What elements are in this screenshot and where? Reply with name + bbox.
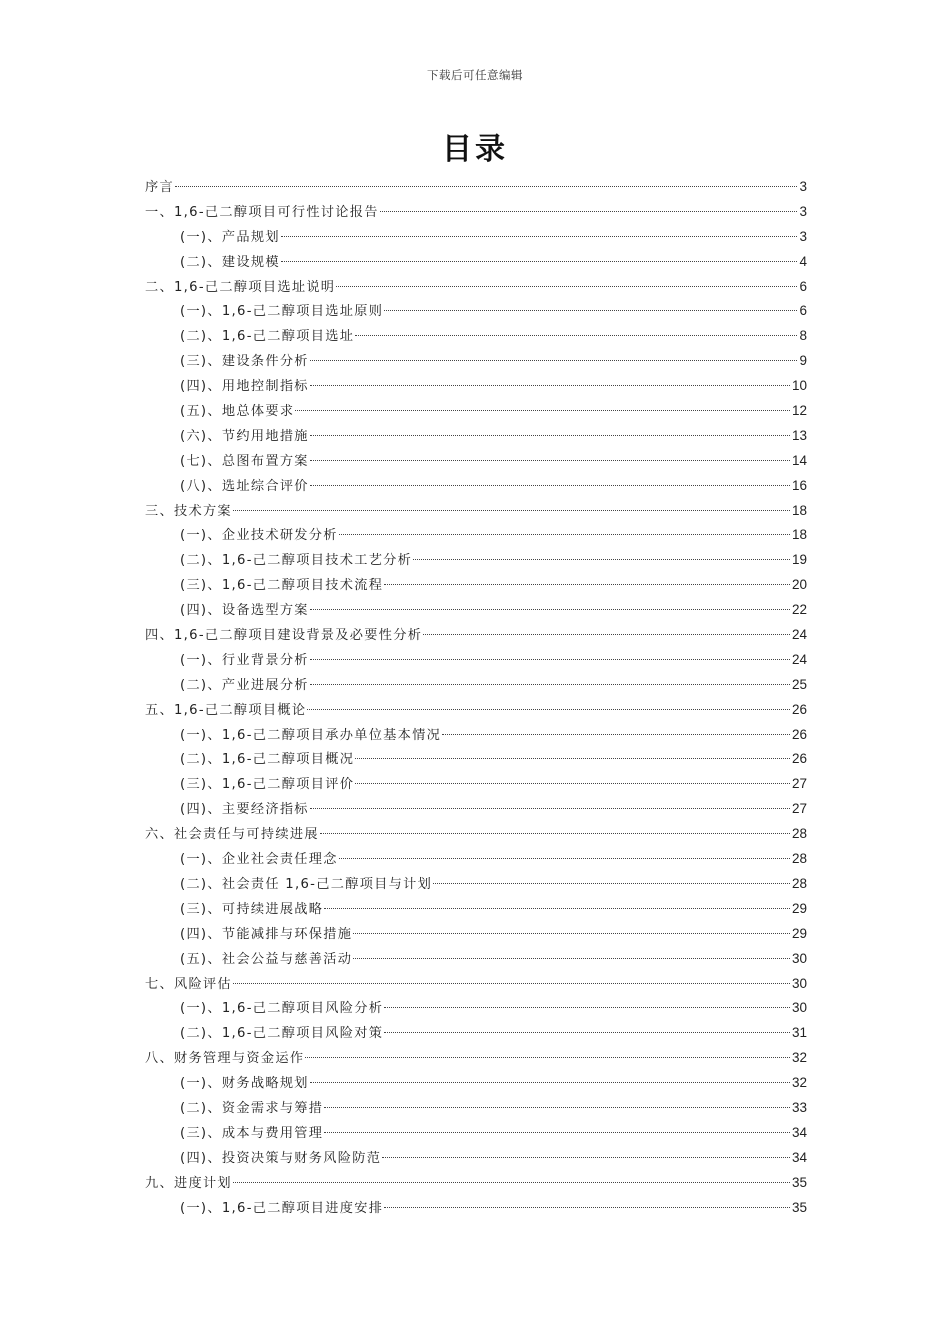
toc-chapter-entry[interactable]: [145, 698, 807, 723]
toc-entry-title[interactable]: 二、1,6-己二醇项目选址说明: [145, 279, 336, 295]
toc-dot-leader: [310, 1082, 790, 1083]
toc-dot-leader: [305, 1057, 790, 1058]
toc-entry-title[interactable]: (五)、地总体要求: [180, 404, 295, 420]
toc-entry-title[interactable]: (三)、可持续进展战略: [180, 901, 324, 917]
toc-dot-leader: [353, 958, 790, 959]
toc-dot-leader: [310, 460, 790, 461]
toc-section-entry[interactable]: [145, 548, 807, 573]
toc-section-entry[interactable]: [145, 324, 807, 349]
toc-section-entry[interactable]: [145, 449, 807, 474]
toc-entry-title[interactable]: (四)、用地控制指标: [180, 379, 309, 395]
toc-entry-title[interactable]: (二)、1,6-己二醇项目概况: [180, 752, 355, 768]
toc-section-entry[interactable]: [145, 225, 807, 250]
toc-page-number[interactable]: 32: [791, 1050, 807, 1066]
toc-dot-leader: [384, 1007, 790, 1008]
toc-chapter-entry[interactable]: [145, 275, 807, 300]
toc-dot-leader: [339, 534, 790, 535]
toc-entry-title[interactable]: (三)、1,6-己二醇项目技术流程: [180, 578, 384, 594]
toc-page-number[interactable]: 28: [791, 875, 807, 891]
toc-page-number[interactable]: 4: [799, 253, 807, 269]
toc-entry-title[interactable]: (三)、1,6-己二醇项目评价: [180, 777, 355, 793]
toc-entry-title[interactable]: (三)、成本与费用管理: [180, 1125, 324, 1141]
toc-section-entry[interactable]: [145, 598, 807, 623]
header-note: 下载后可任意编辑: [427, 68, 523, 82]
toc-page-number[interactable]: 24: [791, 651, 807, 667]
toc-page-number[interactable]: 28: [791, 851, 807, 867]
toc-page-number[interactable]: 19: [791, 552, 807, 568]
toc-dot-leader: [324, 1132, 790, 1133]
toc-entry-title[interactable]: 四、1,6-己二醇项目建设背景及必要性分析: [145, 628, 423, 644]
toc-chapter-entry[interactable]: [145, 1046, 807, 1071]
toc-entry-title[interactable]: (三)、建设条件分析: [180, 354, 309, 370]
toc-section-entry[interactable]: [145, 573, 807, 598]
toc-dot-leader: [175, 186, 798, 187]
toc-entry-title[interactable]: (一)、1,6-己二醇项目承办单位基本情况: [180, 727, 442, 743]
toc-page-number[interactable]: 8: [799, 328, 807, 344]
toc-dot-leader: [423, 634, 790, 635]
toc-page-number[interactable]: 12: [791, 403, 807, 419]
toc-section-entry[interactable]: [145, 947, 807, 972]
toc-section-entry[interactable]: [145, 1021, 807, 1046]
toc-entry-title[interactable]: 六、社会责任与可持续进展: [145, 827, 319, 843]
toc-dot-leader: [384, 584, 790, 585]
toc-section-entry[interactable]: [145, 250, 807, 275]
toc-dot-leader: [310, 435, 790, 436]
toc-section-entry[interactable]: [145, 523, 807, 548]
toc-dot-leader: [310, 659, 790, 660]
toc-dot-leader: [413, 559, 790, 560]
toc-entry-title[interactable]: (二)、1,6-己二醇项目技术工艺分析: [180, 553, 413, 569]
toc-chapter-entry[interactable]: [145, 822, 807, 847]
toc-entry-title[interactable]: (八)、选址综合评价: [180, 478, 309, 494]
toc-dot-leader: [442, 734, 790, 735]
toc-page-number[interactable]: 3: [799, 203, 807, 219]
toc-chapter-entry[interactable]: [145, 623, 807, 648]
toc-entry-title[interactable]: (二)、社会责任 1,6-己二醇项目与计划: [180, 876, 433, 892]
toc-dot-leader: [355, 758, 790, 759]
toc-page-number[interactable]: 18: [791, 527, 807, 543]
toc-section-entry[interactable]: [145, 1196, 807, 1221]
toc-entry-title[interactable]: (一)、企业技术研发分析: [180, 528, 338, 544]
toc-entry-title[interactable]: (一)、财务战略规划: [180, 1076, 309, 1092]
toc-section-entry[interactable]: [145, 399, 807, 424]
toc-page-number[interactable]: 3: [799, 179, 807, 194]
toc-dot-leader: [281, 261, 798, 262]
toc-page-number[interactable]: 14: [791, 452, 807, 468]
table-of-contents: [145, 175, 807, 1220]
toc-page-number[interactable]: 6: [799, 278, 807, 294]
toc-dot-leader: [233, 510, 790, 511]
toc-page-number[interactable]: 30: [791, 1000, 807, 1016]
toc-entry-title[interactable]: (二)、1,6-己二醇项目风险对策: [180, 1026, 384, 1042]
toc-entry-title[interactable]: (一)、产品规划: [180, 229, 280, 245]
toc-dot-leader: [310, 684, 790, 685]
toc-section-entry[interactable]: [145, 996, 807, 1021]
toc-entry-title[interactable]: (二)、建设规模: [180, 254, 280, 270]
toc-section-entry[interactable]: [145, 299, 807, 324]
toc-entry-title[interactable]: (二)、产业进展分析: [180, 677, 309, 693]
toc-dot-leader: [382, 1157, 790, 1158]
toc-dot-leader: [310, 485, 790, 486]
toc-dot-leader: [355, 335, 797, 336]
toc-page-number[interactable]: 29: [791, 925, 807, 941]
toc-entry-title[interactable]: 序言: [145, 180, 174, 195]
toc-section-entry[interactable]: [145, 474, 807, 499]
toc-section-entry[interactable]: [145, 424, 807, 449]
toc-entry-title[interactable]: (一)、1,6-己二醇项目风险分析: [180, 1001, 384, 1017]
toc-page-number[interactable]: 29: [791, 900, 807, 916]
toc-page-number[interactable]: 31: [791, 1025, 807, 1041]
toc-entry-title[interactable]: (一)、1,6-己二醇项目选址原则: [180, 304, 384, 320]
toc-page-number[interactable]: 35: [791, 1199, 807, 1215]
toc-entry-title[interactable]: (五)、社会公益与慈善活动: [180, 951, 353, 967]
toc-dot-leader: [281, 236, 798, 237]
toc-entry-title[interactable]: (四)、设备选型方案: [180, 603, 309, 619]
toc-page-number[interactable]: 9: [799, 353, 807, 369]
toc-dot-leader: [353, 933, 790, 934]
toc-entry-title[interactable]: (四)、主要经济指标: [180, 802, 309, 818]
toc-dot-leader: [336, 286, 797, 287]
toc-dot-leader: [295, 410, 790, 411]
toc-section-entry[interactable]: [145, 723, 807, 748]
toc-section-entry[interactable]: [145, 797, 807, 822]
toc-page-number[interactable]: 33: [791, 1099, 807, 1115]
toc-entry-title[interactable]: (一)、1,6-己二醇项目进度安排: [180, 1200, 384, 1216]
toc-page-number[interactable]: 13: [791, 427, 807, 443]
toc-dot-leader: [233, 983, 790, 984]
toc-page-number[interactable]: 16: [791, 477, 807, 493]
toc-dot-leader: [310, 360, 798, 361]
toc-page-number[interactable]: 26: [791, 726, 807, 742]
toc-entry-title[interactable]: (一)、行业背景分析: [180, 652, 309, 668]
toc-entry-title[interactable]: 一、1,6-己二醇项目可行性讨论报告: [145, 204, 379, 220]
toc-chapter-entry[interactable]: [145, 972, 807, 997]
toc-page-number[interactable]: 20: [791, 577, 807, 593]
toc-section-entry[interactable]: [145, 772, 807, 797]
toc-dot-leader: [324, 1107, 790, 1108]
toc-page-number[interactable]: 27: [791, 801, 807, 817]
toc-page-number[interactable]: 10: [791, 378, 807, 394]
toc-dot-leader: [433, 883, 790, 884]
toc-section-entry[interactable]: [145, 897, 807, 922]
toc-section-entry[interactable]: [145, 374, 807, 399]
toc-dot-leader: [384, 310, 797, 311]
toc-section-entry[interactable]: [145, 872, 807, 897]
toc-dot-leader: [310, 808, 790, 809]
toc-chapter-entry[interactable]: [145, 175, 807, 200]
toc-section-entry[interactable]: [145, 349, 807, 374]
toc-page-number[interactable]: 34: [791, 1149, 807, 1165]
toc-page-number[interactable]: 27: [791, 776, 807, 792]
toc-section-entry[interactable]: [145, 847, 807, 872]
toc-page-number[interactable]: 34: [791, 1124, 807, 1140]
toc-entry-title[interactable]: 五、1,6-己二醇项目概论: [145, 702, 307, 718]
toc-dot-leader: [324, 908, 790, 909]
toc-section-entry[interactable]: [145, 1071, 807, 1096]
toc-entry-title[interactable]: (七)、总图布置方案: [180, 453, 309, 469]
toc-chapter-entry[interactable]: [145, 499, 807, 524]
toc-dot-leader: [310, 609, 790, 610]
toc-entry-title[interactable]: (四)、节能减排与环保措施: [180, 926, 353, 942]
toc-chapter-entry[interactable]: [145, 1171, 807, 1196]
toc-entry-title[interactable]: 八、财务管理与资金运作: [145, 1051, 305, 1067]
toc-page-number[interactable]: 30: [791, 975, 807, 991]
toc-entry-title[interactable]: 七、风险评估: [145, 976, 232, 992]
toc-entry-title[interactable]: (二)、资金需求与筹措: [180, 1100, 324, 1116]
toc-entry-title[interactable]: 九、进度计划: [145, 1175, 232, 1191]
toc-section-entry[interactable]: [145, 648, 807, 673]
toc-dot-leader: [384, 1032, 790, 1033]
toc-dot-leader: [380, 211, 798, 212]
toc-entry-title[interactable]: (一)、企业社会责任理念: [180, 852, 338, 868]
toc-entry-title[interactable]: 三、技术方案: [145, 503, 232, 519]
toc-title: 目录: [442, 132, 508, 167]
toc-entry-title[interactable]: (六)、节约用地措施: [180, 428, 309, 444]
toc-section-entry[interactable]: [145, 747, 807, 772]
toc-entry-title[interactable]: (二)、1,6-己二醇项目选址: [180, 329, 355, 345]
toc-section-entry[interactable]: [145, 922, 807, 947]
toc-page-number[interactable]: 35: [791, 1174, 807, 1190]
toc-dot-leader: [310, 385, 790, 386]
toc-page-number[interactable]: 26: [791, 701, 807, 717]
toc-page-number[interactable]: 22: [791, 602, 807, 618]
toc-section-entry[interactable]: [145, 673, 807, 698]
toc-page-number[interactable]: 25: [791, 676, 807, 692]
toc-dot-leader: [320, 833, 790, 834]
toc-page-number[interactable]: 18: [791, 502, 807, 518]
toc-dot-leader: [384, 1207, 790, 1208]
toc-page-number[interactable]: 24: [791, 627, 807, 643]
toc-page-number[interactable]: 3: [799, 228, 807, 244]
toc-entry-title[interactable]: (四)、投资决策与财务风险防范: [180, 1150, 382, 1166]
toc-dot-leader: [233, 1182, 790, 1183]
toc-page-number[interactable]: 30: [791, 950, 807, 966]
toc-dot-leader: [307, 709, 790, 710]
toc-section-entry[interactable]: [145, 1121, 807, 1146]
toc-section-entry[interactable]: [145, 1146, 807, 1171]
toc-page-number[interactable]: 6: [799, 303, 807, 319]
toc-page-number[interactable]: 26: [791, 751, 807, 767]
toc-dot-leader: [339, 858, 790, 859]
toc-dot-leader: [355, 783, 790, 784]
toc-chapter-entry[interactable]: [145, 200, 807, 225]
toc-page-number[interactable]: 32: [791, 1075, 807, 1091]
toc-page-number[interactable]: 28: [791, 826, 807, 842]
toc-section-entry[interactable]: [145, 1096, 807, 1121]
